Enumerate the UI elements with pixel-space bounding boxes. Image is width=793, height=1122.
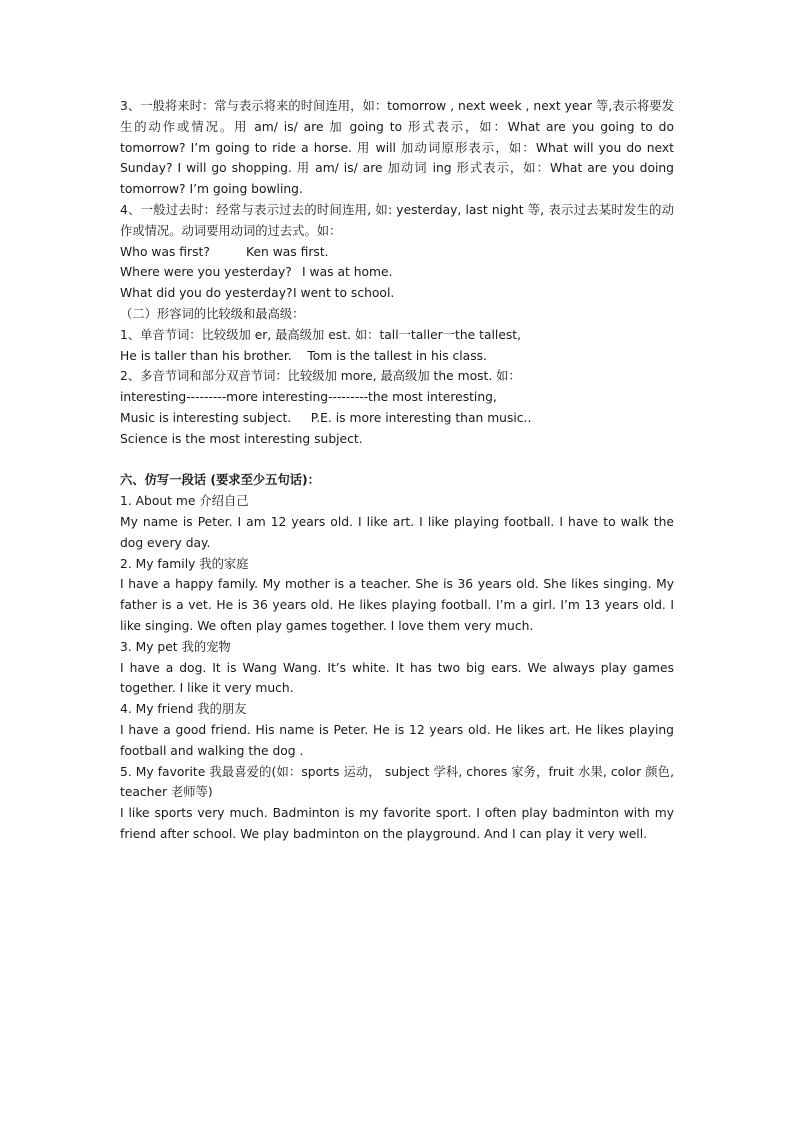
monosyllabic-rule: 1、单音节词：比较级加 er, 最高级加 est. 如：tall一taller一the tallest, [120, 327, 522, 342]
example-answer: I went to school. [293, 286, 395, 301]
blank-line [120, 450, 674, 471]
polysyllabic-example: Music is interesting subject. P.E. is more interesting than music.. [120, 410, 532, 425]
polysyllabic-rule: 2、多音节词和部分双音节词：比较级加 more, 最高级加 the most. 如： [120, 369, 521, 384]
writing-item-text: My name is Peter. I am 12 years old. I like art. I like playing football. I have to walk the dog every day. [120, 514, 674, 550]
writing-section-heading: 六、仿写一段话 (要求至少五句话)： [120, 473, 320, 488]
writing-item-text: I like sports very much. Badminton is my favorite sport. I often play badminton with my friend after school. We play badminton on the playground. And I can play it very well. [120, 806, 674, 841]
example-line [120, 262, 674, 283]
future-simple-paragraph: 3、一般将来时：常与表示将来的时间连用，如：tomorrow , next week , next year 等,表示将要发生的动作或情况。用 am/ is/ are 加 going to 形式表示，如：What are you going to do tomorrow? I’m going to ride a horse. 用 will 加动词原形表示，如：What will you do next Sunday? I will go shopping. 用 am/ is/ are 加动词 ing 形式表示，如：What are you doing tomorrow? I’m going bowling. [120, 99, 674, 197]
example-line [120, 242, 674, 263]
example-answer: Ken was first. [246, 244, 329, 259]
writing-item-title: 5. My favorite 我最喜爱的(如：sports 运动， subject 学科, chores 家务，fruit 水果, color 颜色, teacher 老师等) [120, 764, 674, 800]
writing-item-text: I have a happy family. My mother is a teacher. She is 36 years old. She likes singing. My father is a vet. He is 36 years old. He likes playing football. I’m a girl. I’m 13 years old. I like singing. We often play games together. I love them very much. [120, 577, 674, 633]
writing-item-text: I have a dog. It is Wang Wang. It’s white. It has two big ears. We always play games together. I like it very much. [120, 660, 674, 696]
example-question: What did you do yesterday? [120, 286, 293, 301]
writing-item-title: 4. My friend 我的朋友 [120, 702, 247, 717]
adjective-section-heading: （二）形容词的比较级和最高级： [120, 306, 305, 321]
polysyllabic-example: Science is the most interesting subject. [120, 431, 363, 446]
example-question: Where were you yesterday? [120, 265, 292, 280]
writing-item-text: I have a good friend. His name is Peter. He is 12 years old. He likes art. He likes playing football and walking the dog . [120, 722, 674, 758]
writing-item-title: 1. About me 介绍自己 [120, 494, 249, 509]
writing-item-title: 2. My family 我的家庭 [120, 556, 249, 571]
writing-item-title: 3. My pet 我的宠物 [120, 639, 231, 654]
example-question: Who was first? [120, 244, 210, 259]
monosyllabic-example: He is taller than his brother. Tom is the tallest in his class. [120, 348, 487, 363]
example-line [120, 283, 674, 304]
past-simple-paragraph: 4、一般过去时：经常与表示过去的时间连用, 如: yesterday, last night 等, 表示过去某时发生的动作或情况。动词要用动词的过去式。如： [120, 202, 674, 238]
polysyllabic-forms: interesting---------more interesting---------the most interesting, [120, 390, 497, 405]
example-answer: I was at home. [302, 265, 393, 280]
document-page [120, 96, 674, 845]
